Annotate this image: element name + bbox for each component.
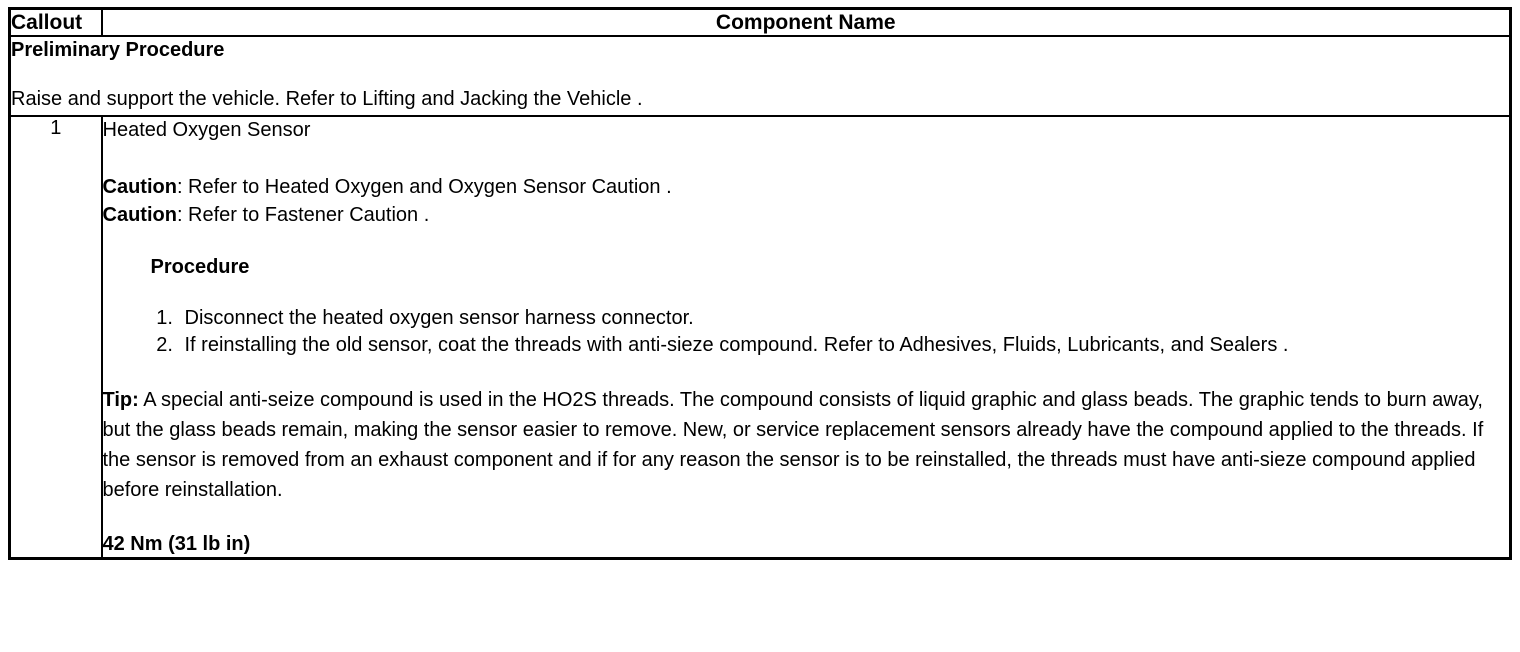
callout-number: 1 bbox=[10, 116, 102, 558]
list-item: 2. If reinstalling the old sensor, coat the threads with anti-sieze compound. Refer to Adhesives, Fluids, Lubricants, and Sealers . bbox=[179, 332, 1510, 358]
component-detail-cell bbox=[102, 116, 1511, 558]
header-callout: Callout bbox=[10, 9, 102, 37]
tip-label: Tip: bbox=[102, 388, 139, 411]
procedure-step-list bbox=[103, 305, 1510, 359]
caution-text-2: : Refer to Fastener Caution . bbox=[176, 203, 430, 226]
preliminary-procedure-cell bbox=[10, 36, 1511, 116]
caution-line-2 bbox=[103, 202, 1510, 228]
procedure-heading: Procedure bbox=[150, 256, 250, 279]
preliminary-procedure-row bbox=[10, 36, 1511, 116]
table-header-row bbox=[10, 9, 1511, 37]
preliminary-procedure-text: Raise and support the vehicle. Refer to Lifting and Jacking the Vehicle . bbox=[11, 88, 643, 111]
list-item: 1. Disconnect the heated oxygen sensor harness connector. bbox=[179, 305, 1510, 331]
caution-label-2: Caution bbox=[102, 203, 177, 226]
table-row bbox=[10, 116, 1511, 558]
caution-line-1 bbox=[103, 174, 1510, 200]
caution-label-1: Caution bbox=[102, 175, 177, 198]
preliminary-procedure-title: Preliminary Procedure bbox=[11, 39, 225, 62]
header-component-name: Component Name bbox=[102, 9, 1511, 37]
torque-specification: 42 Nm (31 lb in) bbox=[102, 532, 251, 555]
tip-paragraph bbox=[103, 385, 1510, 505]
component-title: Heated Oxygen Sensor bbox=[102, 119, 311, 142]
caution-text-1: : Refer to Heated Oxygen and Oxygen Sensor Caution . bbox=[176, 175, 672, 198]
service-procedure-table bbox=[8, 7, 1512, 560]
tip-text: A special anti-seize compound is used in the HO2S threads. The compound consists of liquid graphic and glass beads. The graphic tends to burn away, but the glass beads remain, making the sensor easier to remove. New, or service replacement sensors already have the compound applied to the threads. If the sensor is removed from an exhaust component and if for any reason the sensor is to be reinstalled, the threads must have anti-sieze compound applied before reinstallation. bbox=[102, 388, 1484, 501]
